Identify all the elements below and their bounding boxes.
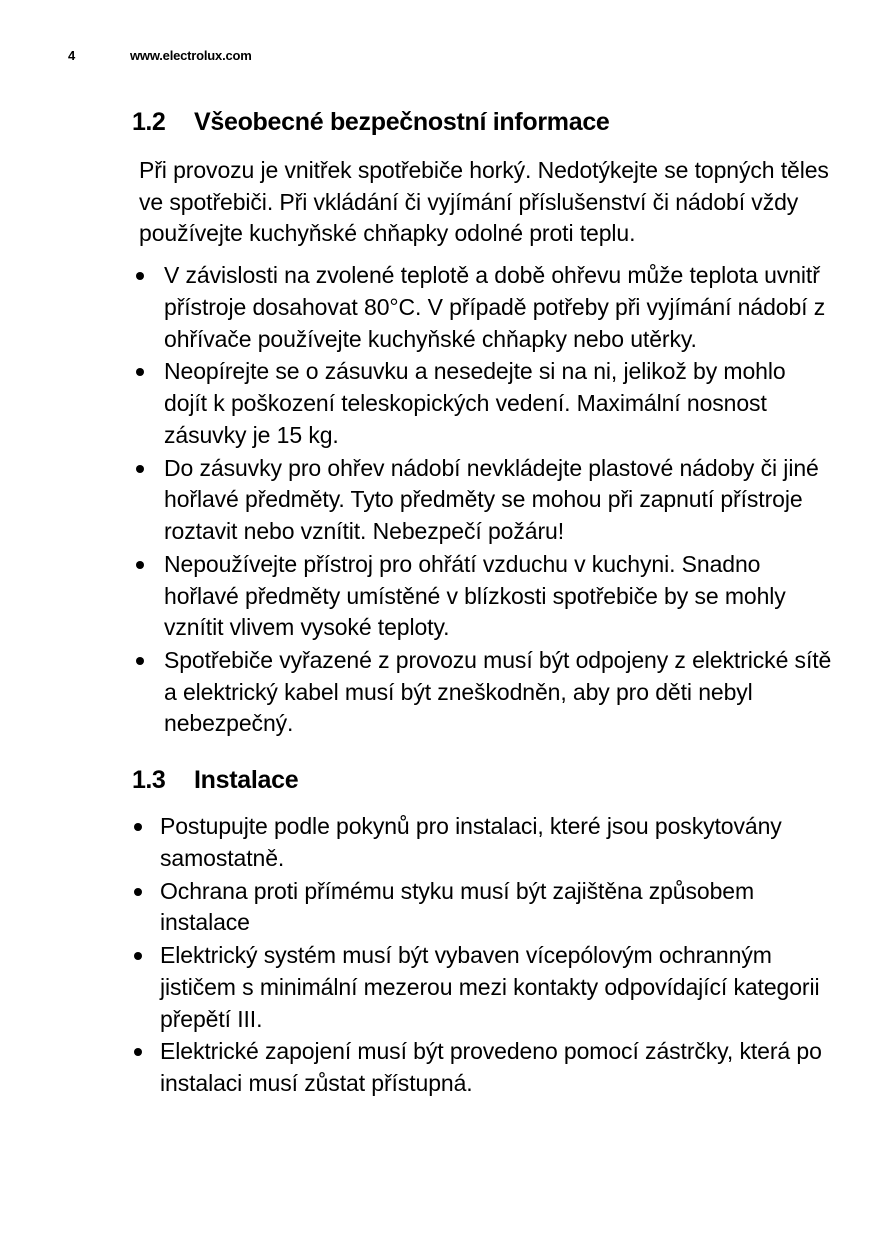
page-number: 4 <box>68 48 76 63</box>
header-website-url: www.electrolux.com <box>130 48 252 63</box>
section-heading-1-3 <box>132 766 832 795</box>
bullet-dot-icon <box>136 368 144 376</box>
list-item-text: Postupujte podle pokynů pro instalaci, které jsou poskytovány samostatně. <box>160 813 782 871</box>
bullet-dot-icon <box>136 465 144 473</box>
section-number-1-2: 1.2 <box>132 108 166 136</box>
section-1-2-intro-paragraph: Při provozu je vnitřek spotřebiče horký. Nedotýkejte se topných těles ve spotřebiči. Při vkládání či vyjímání příslušenství či nádobí vždy používejte kuchyňské chňapky odolné proti teplu. <box>139 157 829 247</box>
list-item <box>132 876 832 939</box>
list-item <box>132 811 832 874</box>
page-header <box>68 48 252 63</box>
bullet-dot-icon <box>134 888 142 896</box>
section-title-1-2: Všeobecné bezpečnostní informace <box>194 108 610 136</box>
section-heading-1-2 <box>132 108 832 137</box>
list-item <box>132 549 832 644</box>
section-title-1-3: Instalace <box>194 766 299 795</box>
list-item <box>132 356 832 451</box>
list-item-text: Elektrické zapojení musí být provedeno pomocí zástrčky, která po instalaci musí zůstat přístupná. <box>160 1038 822 1097</box>
bullet-dot-icon <box>136 561 144 569</box>
section-1-3-body <box>132 811 832 1100</box>
list-item-text: Do zásuvky pro ohřev nádobí nevkládejte plastové nádoby či jiné hořlavé předměty. Tyto předměty se mohou při zapnutí přístroje roztavit nebo vznítit. Nebezpečí požáru! <box>164 454 819 545</box>
page-content <box>132 108 832 1101</box>
list-item <box>132 453 832 548</box>
list-item <box>132 1036 832 1099</box>
list-item-text: Nepoužívejte přístroj pro ohřátí vzduchu v kuchyni. Snadno hořlavé předměty umístěné v blízkosti spotřebiče by se mohly vznítit vlivem vysoké teploty. <box>164 550 786 641</box>
list-item-text: Elektrický systém musí být vybaven vícepólovým ochranným jističem s minimální mezerou mezi kontakty odpovídající kategorii přepětí III. <box>160 942 820 1032</box>
list-item <box>132 645 832 740</box>
section-number-1-3: 1.3 <box>132 766 166 795</box>
list-item-text: Ochrana proti přímému styku musí být zajištěna způsobem instalace <box>160 877 755 936</box>
bullet-dot-icon <box>134 1048 142 1056</box>
list-item <box>132 260 832 355</box>
bullet-dot-icon <box>134 823 142 831</box>
bullet-dot-icon <box>134 952 142 960</box>
list-item <box>132 940 832 1035</box>
list-item-text: Neopírejte se o zásuvku a nesedejte si na ni, jelikož by mohlo dojít k poškození teleskopických vedení. Maximální nosnost zásuvky je 15 kg. <box>164 358 786 448</box>
list-item-text: V závislosti na zvolené teplotě a době ohřevu může teplota uvnitř přístroje dosahovat 80°C. V případě potřeby při vyjímání nádobí z ohřívače používejte kuchyňské chňapky nebo utěrky. <box>164 262 826 352</box>
section-1-2-bullet-list <box>132 260 832 740</box>
bullet-dot-icon <box>136 272 144 280</box>
bullet-dot-icon <box>136 657 144 665</box>
list-item-text: Spotřebiče vyřazené z provozu musí být odpojeny z elektrické sítě a elektrický kabel musí být zneškodněn, aby pro děti nebyl nebezpečný. <box>164 647 832 737</box>
section-1-3-bullet-list <box>132 811 832 1100</box>
